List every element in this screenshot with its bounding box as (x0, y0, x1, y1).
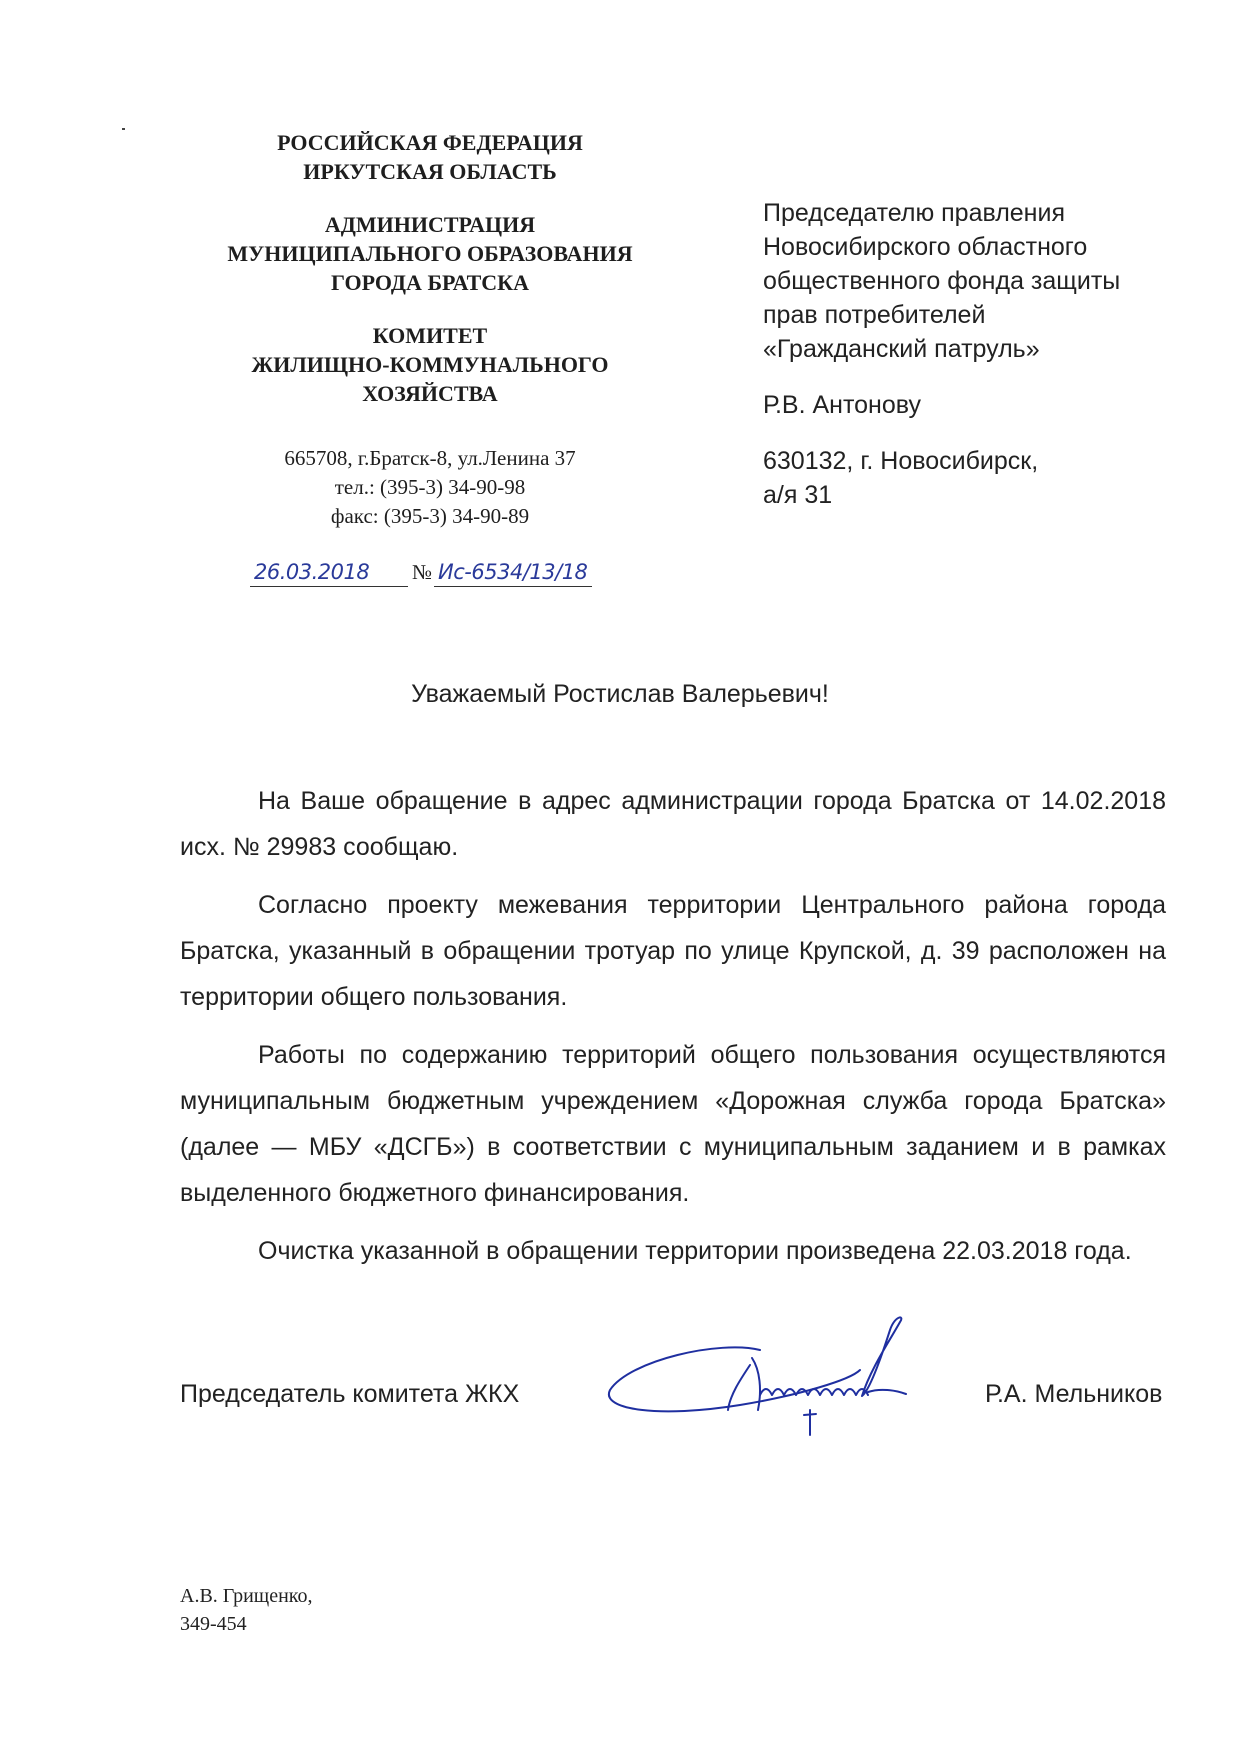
body-paragraph: На Ваше обращение в адрес администрации города Братска от 14.02.2018 исх. № 29983 сообщаю. (180, 787, 1166, 861)
salutation: Уважаемый Ростислав Валерьевич! (411, 680, 829, 708)
sender-address (180, 444, 680, 531)
recipient-line: «Гражданский патруль» (763, 335, 1040, 363)
executor-phone: 349-454 (180, 1613, 247, 1635)
header-administration (180, 210, 680, 297)
header-line: АДМИНИСТРАЦИЯ (324, 212, 536, 237)
header-line: КОМИТЕТ (372, 323, 488, 348)
fax-line: факс: (395-3) 34-90-89 (330, 504, 530, 528)
executor-block (180, 1582, 312, 1638)
body-paragraph: Работы по содержанию территорий общего пользования осуществляются муниципальным бюджетным учреждением «Дорожная служба города Братска» (далее — МБУ «ДСГБ») в соответствии с муниципальным заданием и в рамках выделенного бюджетного финансирования. (180, 1041, 1166, 1207)
header-line: ХОЗЯЙСТВА (362, 381, 498, 406)
signatory-name: Р.А. Мельников (985, 1380, 1163, 1408)
header-line: ГОРОДА БРАТСКА (331, 270, 529, 295)
body-paragraph: Согласно проекту межевания территории Центрального района города Братска, указанный в обращении тротуар по улице Крупской, д. 39 расположен на территории общего пользования. (180, 891, 1166, 1011)
recipient-line: Новосибирского областного (763, 233, 1088, 261)
address-line: 665708, г.Братск-8, ул.Ленина 37 (284, 446, 576, 470)
letter-body (180, 778, 1166, 1286)
recipient-line: Председателю правления (763, 199, 1065, 227)
recipient-line: общественного фонда защиты (763, 267, 1121, 295)
sender-header (180, 128, 680, 432)
registration-date: 26.03.2018 (250, 560, 408, 587)
number-sign: № (412, 560, 433, 584)
header-line: ЖИЛИЩНО-КОММУНАЛЬНОГО (251, 352, 609, 377)
body-paragraph: Очистка указанной в обращении территории произведена 22.03.2018 года. (258, 1237, 1132, 1265)
handwritten-signature (600, 1310, 980, 1460)
header-committee (180, 321, 680, 408)
signatory-title: Председатель комитета ЖКХ (180, 1380, 520, 1408)
header-line: ИРКУТСКАЯ ОБЛАСТЬ (303, 159, 557, 184)
registration-line (250, 560, 592, 594)
registration-number: Ис-6534/13/18 (434, 560, 592, 587)
executor-name: А.В. Грищенко, (180, 1585, 313, 1607)
header-line: МУНИЦИПАЛЬНОГО ОБРАЗОВАНИЯ (227, 241, 633, 266)
recipient-address: а/я 31 (763, 481, 833, 509)
recipient-address: 630132, г. Новосибирск, (763, 447, 1039, 475)
header-line: РОССИЙСКАЯ ФЕДЕРАЦИЯ (277, 130, 583, 155)
header-federation (180, 128, 680, 186)
scan-speck (122, 128, 125, 130)
recipient-name: Р.В. Антонову (763, 391, 921, 419)
recipient-line: прав потребителей (763, 301, 986, 329)
recipient-block (763, 196, 1183, 512)
phone-line: тел.: (395-3) 34-90-98 (334, 475, 526, 499)
